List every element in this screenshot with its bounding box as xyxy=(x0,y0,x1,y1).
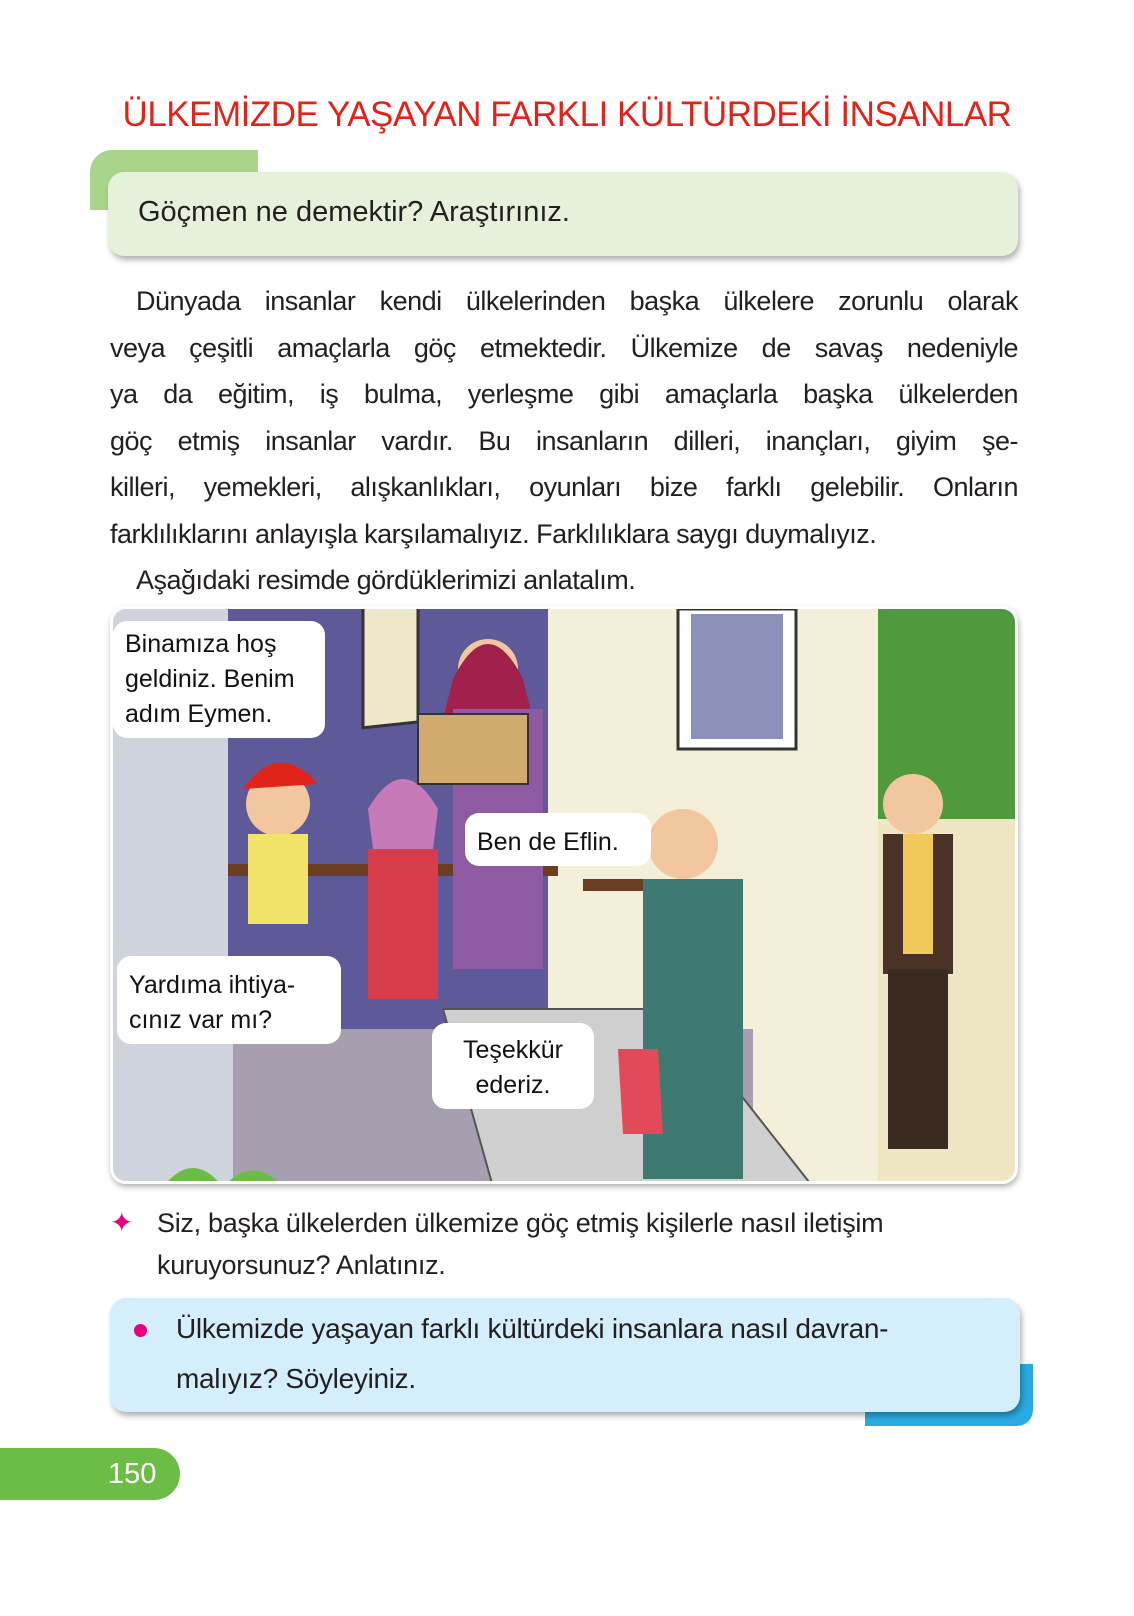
bubble-line: Ben de Eflin. xyxy=(477,828,619,856)
question-communication xyxy=(110,1202,1018,1286)
page-number: 150 xyxy=(0,1448,180,1500)
bubble-line: cınız var mı? xyxy=(129,1006,273,1034)
paragraph-line: Aşağıdaki resimde gördüklerimizi anlatalım. xyxy=(136,565,636,595)
research-prompt: Göçmen ne demektir? Araştırınız. xyxy=(138,196,570,228)
question-line: kuruyorsunuz? Anlatınız. xyxy=(157,1250,446,1280)
speech-bubble-thanks xyxy=(432,1023,594,1109)
paragraph-line: göç etmiş insanlar vardır. Bu insanların dilleri, inançları, giyim şe- xyxy=(110,425,1018,456)
page-title: ÜLKEMİZDE YAŞAYAN FARKLI KÜLTÜRDEKİ İNSANLAR xyxy=(122,95,1012,134)
question-line: malıyız? Söyleyiniz. xyxy=(176,1363,416,1394)
paragraph-line: Dünyada insanlar kendi ülkelerinden başka ülkelere zorunlu olarak xyxy=(136,286,1018,316)
paragraph-line: veya çeşitli amaçlarla göç etmektedir. Ülkemize de savaş nedeniyle xyxy=(110,332,1018,363)
bubble-line: geldiniz. Benim xyxy=(125,665,295,693)
speech-bubble-help xyxy=(117,956,341,1044)
bubble-line: Teşekkür xyxy=(462,1036,564,1064)
illustration xyxy=(110,606,1018,1184)
bubble-line: Yardıma ihtiya- xyxy=(129,971,296,999)
question-line: Ülkemizde yaşayan farklı kültürdeki insanlara nasıl davran- xyxy=(176,1313,889,1344)
speech-bubble-eflin xyxy=(465,813,651,866)
body-paragraph xyxy=(110,278,1018,604)
bubble-line: adım Eymen. xyxy=(125,700,273,728)
question-line: Siz, başka ülkelerden ülkemize göç etmiş kişilerle nasıl iletişim xyxy=(157,1208,884,1238)
bubble-line: Binamıza hoş xyxy=(125,630,277,658)
question-behaviour-box xyxy=(110,1298,1020,1412)
speech-bubble-eymen xyxy=(113,621,325,738)
pink-bullet-icon xyxy=(134,1324,147,1337)
bottom-section xyxy=(0,1202,1134,1500)
paragraph-line: farklılıklarını anlayışla karşılamalıyız. Farklılıklara saygı duymalıyız. xyxy=(110,518,877,549)
star-bullet-icon: ✦ xyxy=(110,1207,134,1238)
bubble-line: ederiz. xyxy=(475,1071,551,1099)
question-behaviour-wrapper xyxy=(110,1298,1033,1426)
research-prompt-box xyxy=(108,172,1018,256)
paragraph-line: killeri, yemekleri, alışkanlıkları, oyunları bize farklı gelebilir. Onların xyxy=(110,472,1018,502)
paragraph-line: ya da eğitim, iş bulma, yerleşme gibi amaçlarla başka ülkelerden xyxy=(110,379,1018,409)
